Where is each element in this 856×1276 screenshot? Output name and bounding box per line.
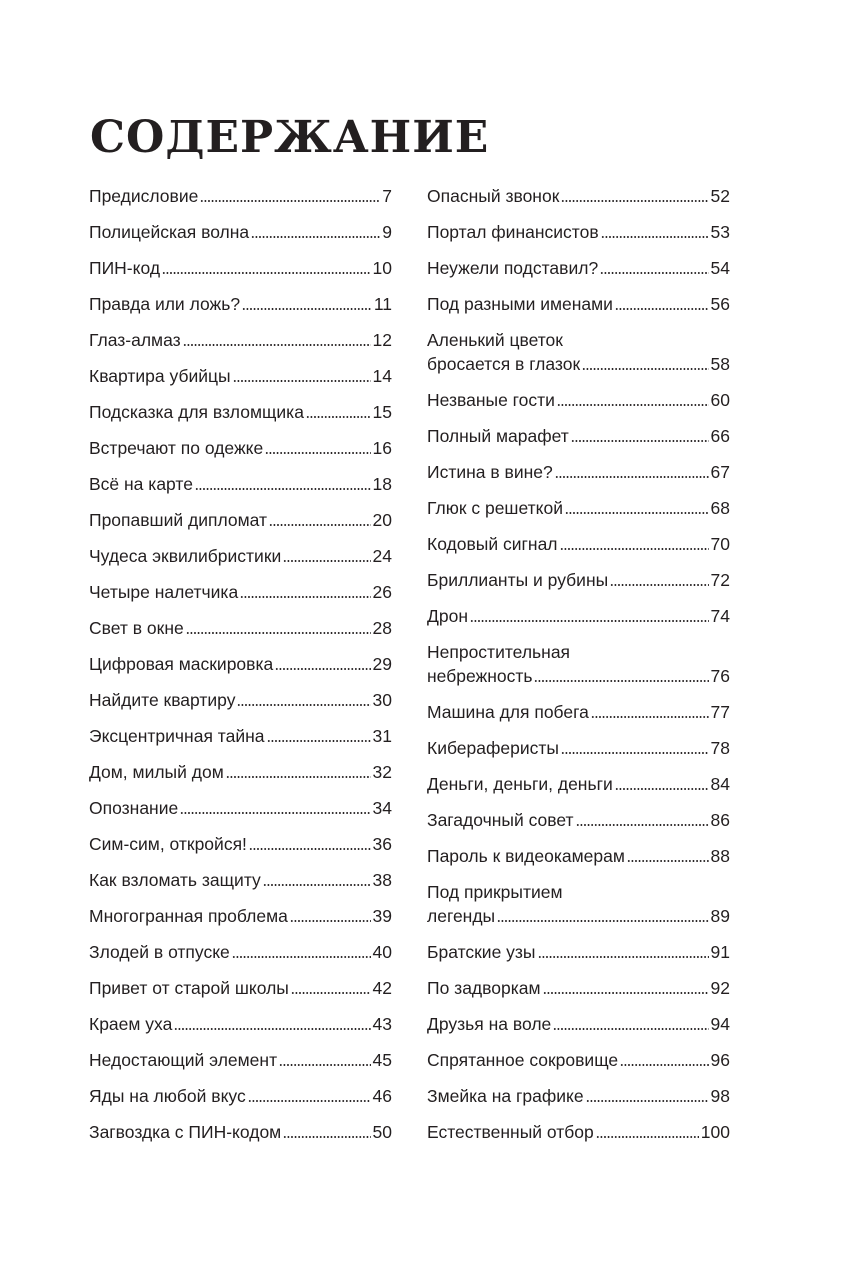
toc-entry-second-line [427,352,730,376]
toc-page-number: 66 [710,426,730,446]
toc-entry-line [89,868,392,892]
toc-dot-leader [251,236,380,238]
toc-page-number: 20 [372,510,392,530]
toc-dot-leader [237,704,370,706]
toc-entry-title: Неужели подставил? [427,258,599,278]
toc-entry-line [89,616,392,640]
toc-entry[interactable] [89,760,392,796]
toc-dot-leader [242,308,372,310]
toc-dot-leader [290,920,371,922]
toc-dot-leader [615,788,709,790]
toc-entry-title: ПИН-код [89,258,161,278]
toc-entry[interactable] [89,472,392,508]
toc-entry-title: Загвоздка с ПИН-кодом [89,1122,282,1142]
toc-page-number: 84 [710,774,730,794]
toc-entry-title-continued: бросается в глазок [427,354,581,374]
toc-dot-leader [240,596,370,598]
toc-entry[interactable] [427,808,730,844]
toc-entry-title: Глаз-алмаз [89,330,181,350]
toc-page-number: 54 [710,258,730,278]
toc-entry-first-line [427,880,730,904]
toc-entry-title: Братские узы [427,942,536,962]
toc-page-number: 91 [710,942,730,962]
toc-entry-title: Четыре налетчика [89,582,239,602]
toc-entry[interactable] [89,364,392,400]
toc-entry-title: Естественный отбор [427,1122,594,1142]
toc-entry-title: Цифровая маскировка [89,654,274,674]
toc-dot-leader [571,440,709,442]
toc-entry-line [89,544,392,568]
toc-entry[interactable] [427,844,730,880]
toc-entry-title: Всё на карте [89,474,193,494]
toc-entry-line [89,436,392,460]
toc-dot-leader [557,404,709,406]
toc-entry-line [427,184,730,208]
toc-entry-title: Опознание [89,798,179,818]
toc-entry-line [89,580,392,604]
toc-dot-leader [183,344,371,346]
toc-entry-line [427,1048,730,1072]
toc-page-number: 38 [372,870,392,890]
toc-dot-leader [186,632,371,634]
toc-page-number: 12 [372,330,392,350]
toc-entry-title: Деньги, деньги, деньги [427,774,613,794]
toc-entry[interactable] [427,736,730,772]
toc-entry-title: Квартира убийцы [89,366,231,386]
toc-entry-title: Бриллианты и рубины [427,570,609,590]
toc-entry-line [427,256,730,280]
toc-entry-title: Полицейская волна [89,222,250,242]
toc-entry-title: Эксцентричная тайна [89,726,265,746]
toc-dot-leader [306,416,371,418]
toc-page-number: 29 [372,654,392,674]
toc-page-number: 60 [710,390,730,410]
toc-entry-line [89,760,392,784]
toc-entry-line [427,532,730,556]
toc-page-number: 45 [372,1050,392,1070]
toc-entry-title: Краем уха [89,1014,173,1034]
toc-page-number: 68 [710,498,730,518]
toc-entry[interactable] [89,256,392,292]
toc-entry[interactable] [427,940,730,976]
toc-page-number: 50 [372,1122,392,1142]
toc-entry[interactable] [89,1048,392,1084]
toc-entry-first-line [427,328,730,352]
toc-dot-leader [600,272,708,274]
toc-entry-title: Глюк с решеткой [427,498,563,518]
toc-page-number: 53 [710,222,730,242]
toc-page-number: 9 [382,222,392,242]
toc-dot-leader [534,680,708,682]
toc-entry[interactable] [89,292,392,328]
toc-entry-second-line [427,904,730,928]
toc-entry[interactable] [89,508,392,544]
toc-entry[interactable] [427,256,730,292]
toc-entry-line [89,1084,392,1108]
toc-dot-leader [291,992,371,994]
toc-entry-title: По задворкам [427,978,541,998]
toc-entry[interactable] [427,496,730,532]
toc-dot-leader [586,1100,709,1102]
toc-page-number: 100 [700,1122,730,1142]
toc-entry-line [427,604,730,628]
toc-entry-line [89,652,392,676]
toc-entry-line [427,844,730,868]
toc-dot-leader [248,1100,371,1102]
toc-dot-leader [560,548,709,550]
toc-entry-line [427,460,730,484]
toc-dot-leader [195,488,371,490]
toc-dot-leader [543,992,709,994]
toc-entry[interactable] [89,724,392,760]
toc-entry[interactable] [89,976,392,1012]
toc-page-number: 76 [710,666,730,686]
toc-entry-line [89,220,392,244]
toc-right-column [427,184,730,1156]
toc-entry-title: Спрятанное сокровище [427,1050,619,1070]
toc-entry-title: Непростительная [427,642,571,662]
toc-entry[interactable] [427,1012,730,1048]
toc-entry[interactable] [89,652,392,688]
toc-dot-leader [565,512,709,514]
toc-dot-leader [233,380,371,382]
toc-entry-line [427,292,730,316]
toc-entry[interactable] [89,400,392,436]
toc-entry-line [427,1120,730,1144]
toc-entry-title: Подсказка для взломщика [89,402,304,422]
toc-entry-line [427,700,730,724]
toc-entry-title: Злодей в отпуске [89,942,230,962]
toc-page-number: 77 [710,702,730,722]
toc-page-number: 70 [710,534,730,554]
toc-entry-line [427,220,730,244]
toc-dot-leader [249,848,371,850]
toc-entry-line [89,832,392,856]
toc-entry[interactable] [427,700,730,736]
toc-entry[interactable] [427,532,730,568]
toc-entry[interactable] [89,1012,392,1048]
toc-entry-line [89,904,392,928]
toc-entry-line [427,976,730,1000]
toc-dot-leader [283,560,370,562]
toc-entry[interactable] [89,868,392,904]
toc-page-number: 52 [710,186,730,206]
toc-entry[interactable] [427,460,730,496]
toc-dot-leader [601,236,709,238]
toc-entry-line [427,496,730,520]
toc-entry[interactable] [427,388,730,424]
toc-entry[interactable] [427,424,730,460]
toc-dot-leader [275,668,370,670]
toc-page-number: 32 [372,762,392,782]
toc-entry-title: Яды на любой вкус [89,1086,246,1106]
toc-entry-first-line [427,640,730,664]
toc-entry-title: Как взломать защиту [89,870,261,890]
toc-entry-line [89,724,392,748]
toc-entry-line [89,688,392,712]
toc-entry-title-continued: легенды [427,906,496,926]
toc-entry-line [89,256,392,280]
toc-entry-title: Кибераферисты [427,738,559,758]
toc-page-number: 92 [710,978,730,998]
toc-entry[interactable] [89,1120,392,1156]
toc-dot-leader [162,272,370,274]
toc-entry-title: Полный марафет [427,426,569,446]
toc-page-number: 30 [372,690,392,710]
toc-entry-title: Предисловие [89,186,199,206]
toc-entry-title: Недостающий элемент [89,1050,278,1070]
toc-page-number: 18 [372,474,392,494]
toc-page-number: 34 [372,798,392,818]
toc-dot-leader [627,860,709,862]
toc-entry-title: Друзья на воле [427,1014,552,1034]
toc-dot-leader [226,776,371,778]
toc-dot-leader [283,1136,370,1138]
toc-entry-line [89,292,392,316]
toc-dot-leader [555,476,709,478]
toc-entry-title: Пароль к видеокамерам [427,846,625,866]
toc-page-number: 56 [710,294,730,314]
toc-entry[interactable] [427,220,730,256]
toc-page-number: 10 [372,258,392,278]
toc-entry-title: Свет в окне [89,618,184,638]
toc-entry[interactable] [89,580,392,616]
toc-entry-line [427,808,730,832]
toc-entry[interactable] [89,184,392,220]
toc-entry-second-line [427,664,730,688]
toc-entry-title: Сим-сим, откройся! [89,834,247,854]
toc-page-number: 46 [372,1086,392,1106]
toc-page-number: 14 [372,366,392,386]
toc-entry-title: Загадочный совет [427,810,574,830]
toc-dot-leader [200,200,380,202]
toc-entry[interactable] [427,772,730,808]
toc-dot-leader [265,452,370,454]
toc-dot-leader [279,1064,370,1066]
toc-entry[interactable] [89,436,392,472]
toc-dot-leader [576,824,709,826]
toc-page-number: 16 [372,438,392,458]
toc-entry-line [89,796,392,820]
toc-page-number: 36 [372,834,392,854]
toc-entry-line [427,1084,730,1108]
toc-entry-title: Пропавший дипломат [89,510,267,530]
toc-entry-line [427,568,730,592]
toc-entry[interactable] [427,1048,730,1084]
toc-entry-line [89,184,392,208]
toc-entry[interactable] [89,328,392,364]
toc-entry[interactable] [89,832,392,868]
toc-entry[interactable] [89,616,392,652]
toc-dot-leader [561,752,709,754]
toc-entry-line [89,1120,392,1144]
toc-entry-line [427,388,730,412]
toc-dot-leader [267,740,371,742]
toc-entry-line [89,508,392,532]
toc-entry-line [89,328,392,352]
toc-entry[interactable] [89,796,392,832]
toc-page-number: 7 [382,186,392,206]
toc-entry[interactable] [427,184,730,220]
toc-page-number: 39 [372,906,392,926]
toc-dot-leader [620,1064,708,1066]
toc-entry-line [89,400,392,424]
toc-entry[interactable] [89,220,392,256]
toc-entry-line [89,364,392,388]
toc-entry[interactable] [89,688,392,724]
toc-entry-title: Найдите квартиру [89,690,236,710]
toc-page-number: 40 [372,942,392,962]
toc-entry-title: Змейка на графике [427,1086,584,1106]
toc-page-number: 15 [372,402,392,422]
toc-dot-leader [497,920,708,922]
toc-entry-title: Дрон [427,606,468,626]
toc-page-number: 24 [372,546,392,566]
toc-entry-line [89,1012,392,1036]
toc-page-number: 94 [710,1014,730,1034]
toc-entry-line [427,772,730,796]
toc-entry-title: Под прикрытием [427,882,563,902]
toc-entry-title: Многогранная проблема [89,906,288,926]
toc-entry[interactable] [89,544,392,580]
toc-entry[interactable] [427,292,730,328]
toc-page-number: 67 [710,462,730,482]
toc-dot-leader [180,812,370,814]
toc-page-number: 11 [373,294,392,314]
toc-entry-title: Правда или ложь? [89,294,241,314]
toc-entry-line [427,736,730,760]
toc-entry[interactable] [89,940,392,976]
toc-entry-title: Дом, милый дом [89,762,224,782]
toc-entry-line [427,940,730,964]
toc-page-number: 26 [372,582,392,602]
toc-left-column [89,184,392,1156]
toc-entry-title: Кодовый сигнал [427,534,558,554]
toc-entry[interactable] [427,1120,730,1156]
toc-entry-title: Незваные гости [427,390,555,410]
toc-entry[interactable] [427,1084,730,1120]
toc-page-number: 96 [710,1050,730,1070]
toc-entry-title-continued: небрежность [427,666,533,686]
toc-entry-title: Портал финансистов [427,222,599,242]
toc-dot-leader [269,524,371,526]
toc-entry-line [89,472,392,496]
toc-entry[interactable] [427,640,730,700]
toc-dot-leader [610,584,708,586]
toc-entry[interactable] [427,604,730,640]
toc-dot-leader [591,716,709,718]
toc-entry[interactable] [427,328,730,388]
toc-entry-title: Привет от старой школы [89,978,289,998]
toc-dot-leader [615,308,709,310]
toc-entry-title: Под разными именами [427,294,613,314]
toc-dot-leader [538,956,709,958]
toc-entry-title: Аленький цветок [427,330,563,350]
toc-page-number: 86 [710,810,730,830]
toc-page-number: 88 [710,846,730,866]
toc-page-number: 78 [710,738,730,758]
toc-dot-leader [582,368,708,370]
toc-page-number: 74 [710,606,730,626]
toc-page-number: 89 [710,906,730,926]
toc-dot-leader [263,884,371,886]
toc-entry-title: Машина для побега [427,702,589,722]
toc-page-number: 43 [372,1014,392,1034]
toc-page-number: 28 [372,618,392,638]
toc-entry-line [427,424,730,448]
toc-entry[interactable] [89,1084,392,1120]
toc-dot-leader [561,200,708,202]
toc-entry-title: Чудеса эквилибристики [89,546,282,566]
toc-page-number: 31 [372,726,392,746]
page-title: СОДЕРЖАНИЕ [90,112,490,163]
toc-dot-leader [553,1028,708,1030]
toc-entry-line [427,1012,730,1036]
toc-page-number: 98 [710,1086,730,1106]
toc-entry-line [89,1048,392,1072]
toc-dot-leader [596,1136,699,1138]
toc-entry-title: Опасный звонок [427,186,560,206]
toc-entry-title: Встречают по одежке [89,438,264,458]
toc-entry-line [89,940,392,964]
toc-page-number: 72 [710,570,730,590]
toc-entry[interactable] [427,568,730,604]
toc-entry-title: Истина в вине? [427,462,553,482]
toc-dot-leader [174,1028,370,1030]
toc-entry[interactable] [427,976,730,1012]
toc-dot-leader [232,956,371,958]
toc-entry[interactable] [427,880,730,940]
toc-entry[interactable] [89,904,392,940]
toc-page-number: 42 [372,978,392,998]
toc-page-number: 58 [710,354,730,374]
toc-entry-line [89,976,392,1000]
toc-dot-leader [470,620,709,622]
